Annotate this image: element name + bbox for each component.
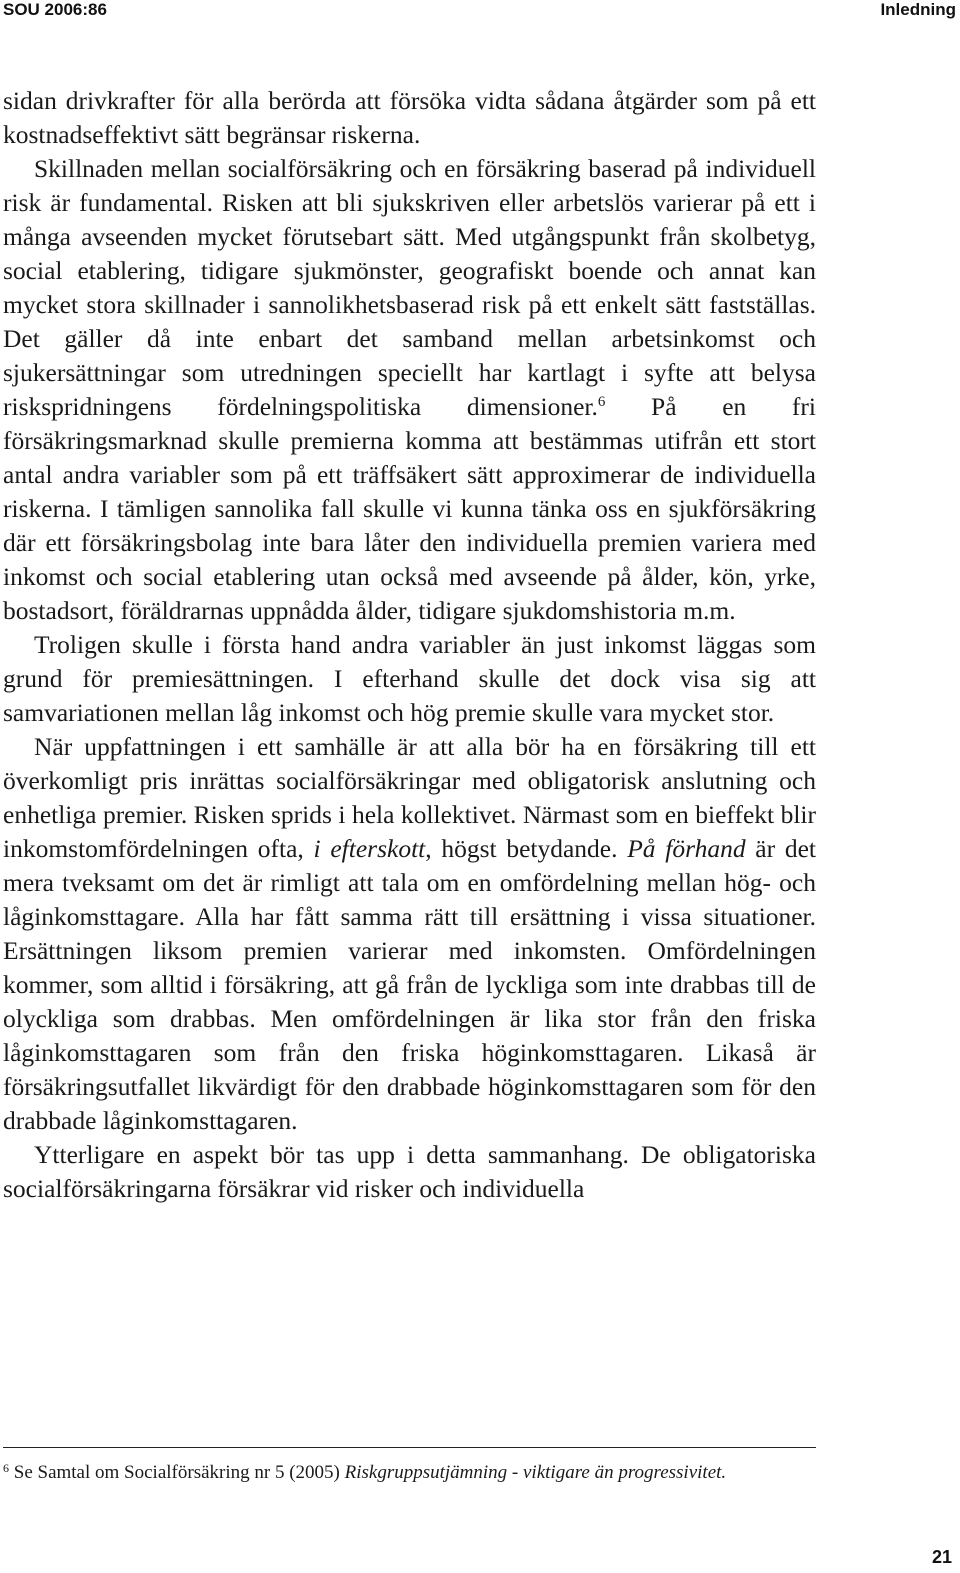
report-number: SOU 2006:86: [3, 0, 107, 19]
paragraph-text: sidan drivkrafter för alla berörda att försöka vidta sådana åtgärder som på ett kostnadseffektivt sätt begränsar riskerna.: [3, 86, 816, 149]
paragraph-text: är det mera tveksamt om det är rimligt att tala om en omfördelning mellan hög- och låginkomsttagare. Alla har fått samma rätt till ersättning i vissa situationer. Ersättningen liksom premien varierar med inkomsten. Omfördelningen kommer, som alltid i försäkring, att gå från de lyckliga som inte drabbas till de olyckliga som drabbas. Men omfördelningen är lika stor från den friska låginkomsttagaren som från den friska höginkomsttagaren. Likaså är försäkringsutfallet likvärdigt för den drabbade höginkomsttagaren som för den drabbade låginkomsttagaren.: [3, 834, 816, 1135]
paragraph: [3, 1138, 816, 1206]
paragraph-text: På en fri försäkringsmarknad skulle premierna komma att bestämmas utifrån ett stort antal andra variabler som på ett träffsäkert sätt approximerar de individuella riskerna. I tämligen sannolika fall skulle vi kunna tänka oss en sjukförsäkring där ett försäkringsbolag inte bara låter den individuella premien variera med inkomst och social etablering utan också med avseende på ålder, kön, yrke, bostadsort, föräldrarnas uppnådda ålder, tidigare sjukdomshistoria m.m.: [3, 392, 816, 625]
chapter-title: Inledning: [880, 0, 956, 19]
running-header: [0, 0, 960, 22]
page-number: 21: [931, 1547, 952, 1567]
paragraph-text: Ytterligare en aspekt bör tas upp i detta sammanhang. De obligatoriska socialförsäkringarna försäkrar vid risker och individuella: [3, 1140, 816, 1203]
paragraph: [3, 628, 816, 730]
emphasis-text: i efterskott: [313, 834, 426, 863]
paragraph: [3, 84, 816, 152]
emphasis-text: På förhand: [627, 834, 746, 863]
footnote-title: Riskgruppsutjämning - viktigare än progressivitet.: [344, 1462, 727, 1483]
footnote-marker: 6: [3, 1461, 9, 1475]
paragraph-text: , högst betydande.: [425, 834, 628, 863]
body-text: [3, 84, 816, 1206]
paragraph: [3, 152, 816, 628]
paragraph-text: Skillnaden mellan socialförsäkring och en försäkring baserad på individuell risk är fundamental. Risken att bli sjukskriven eller arbetslös varierar på ett i många avseenden mycket förutsebart sätt. Med utgångspunkt från skolbetyg, social etablering, tidigare sjukmönster, geografiskt boende och annat kan mycket stora skillnader i sannolikhetsbaserad risk på ett enkelt sätt fastställas. Det gäller då inte enbart det samband mellan arbetsinkomst och sjukersättningar som utredningen speciellt har kartlagt i syfte att belysa riskspridningens fördelningspolitiska dimensioner.: [3, 154, 816, 421]
paragraph: [3, 730, 816, 1138]
footnote-reference[interactable]: 6: [597, 394, 606, 410]
paragraph-text: Troligen skulle i första hand andra variabler än just inkomst läggas som grund för premiesättningen. I efterhand skulle det dock visa sig att samvariationen mellan låg inkomst och hög premie skulle vara mycket stor.: [3, 630, 816, 727]
footnote-divider: [3, 1447, 816, 1448]
footnote-text: Se Samtal om Socialförsäkring nr 5 (2005): [9, 1462, 345, 1483]
paragraph-text: När uppfattningen i ett samhälle är att alla bör ha en försäkring till ett överkomligt pris inrättas socialförsäkringar med obligatorisk anslutning och enhetliga premier. Risken sprids i hela kollektivet. Närmast som en bieffekt blir inkomstomfördelningen ofta,: [3, 732, 816, 863]
footnote: [3, 1460, 873, 1486]
